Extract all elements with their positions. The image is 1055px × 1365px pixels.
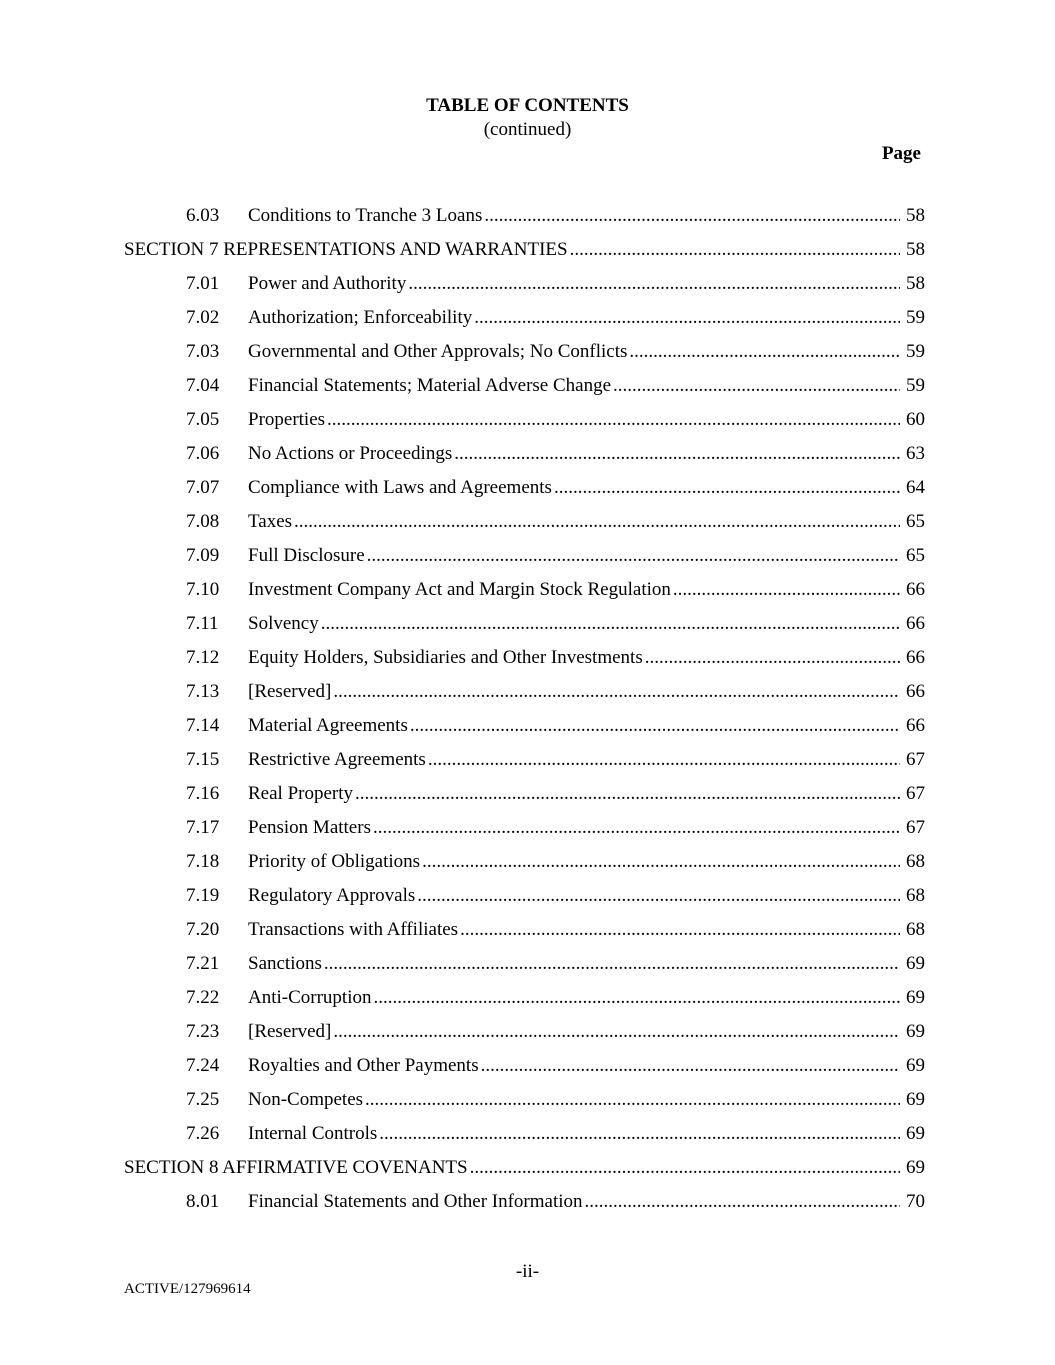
toc-entry-page: 69 <box>906 987 925 1008</box>
footer-document-id: ACTIVE/127969614 <box>124 1281 251 1297</box>
toc-entry[interactable] <box>186 879 925 913</box>
toc-entry-number: 7.16 <box>186 783 220 804</box>
dot-leader <box>333 680 900 704</box>
toc-entry[interactable] <box>186 811 925 845</box>
toc-entry[interactable] <box>186 539 925 573</box>
toc-entry-title: Financial Statements; Material Adverse Change <box>248 375 612 396</box>
dot-leader <box>373 816 900 840</box>
toc-entry-page: 66 <box>906 647 925 668</box>
toc-entry-number: 7.02 <box>186 307 220 328</box>
toc-entry-page: 58 <box>906 205 925 226</box>
page-column-label: Page <box>881 143 921 164</box>
toc-entry-title: SECTION 8 AFFIRMATIVE COVENANTS <box>124 1157 468 1178</box>
toc-entry[interactable] <box>186 471 925 505</box>
dot-leader <box>673 578 900 602</box>
dot-leader <box>410 714 900 738</box>
toc-entry-number: 7.24 <box>186 1055 220 1076</box>
toc-entry-number: 7.06 <box>186 443 220 464</box>
toc-entry-number: 7.14 <box>186 715 220 736</box>
dot-leader <box>333 1020 900 1044</box>
toc-entry-title: Compliance with Laws and Agreements <box>248 477 552 498</box>
toc-entry-title: Priority of Obligations <box>248 851 421 872</box>
toc-entry-title: Transactions with Affiliates <box>248 919 459 940</box>
toc-entry-number: 7.11 <box>186 613 219 634</box>
toc-entry-page: 65 <box>906 545 925 566</box>
dot-leader <box>374 986 901 1010</box>
dot-leader <box>460 918 900 942</box>
toc-entry-title: Full Disclosure <box>248 545 365 566</box>
dot-leader <box>355 782 900 806</box>
toc-entry-number: 7.25 <box>186 1089 220 1110</box>
toc-entry-page: 67 <box>906 817 925 838</box>
toc-entry-title: Royalties and Other Payments <box>248 1055 479 1076</box>
toc-entry-title: Non-Competes <box>248 1089 364 1110</box>
toc-entry-page: 63 <box>906 443 925 464</box>
toc-entry-page: 66 <box>906 715 925 736</box>
toc-entry-title: Restrictive Agreements <box>248 749 426 770</box>
toc-entry-title: Material Agreements <box>248 715 408 736</box>
dot-leader <box>365 1088 900 1112</box>
toc-entry-page: 59 <box>906 341 925 362</box>
toc-entry-title: Real Property <box>248 783 354 804</box>
toc-entry-number: 7.08 <box>186 511 220 532</box>
toc-entry-title: Pension Matters <box>248 817 371 838</box>
dot-leader <box>321 612 900 636</box>
toc-entry[interactable] <box>186 573 925 607</box>
dot-leader <box>454 442 900 466</box>
dot-leader <box>428 748 900 772</box>
dot-leader <box>484 204 900 228</box>
toc-entry-number: 7.19 <box>186 885 220 906</box>
dot-leader <box>422 850 900 874</box>
toc-entry-number: 7.10 <box>186 579 220 600</box>
toc-entry-number: 7.21 <box>186 953 220 974</box>
toc-entry[interactable] <box>186 743 925 777</box>
toc-entry[interactable] <box>186 1185 925 1219</box>
dot-leader <box>417 884 900 908</box>
toc-entry-page: 67 <box>906 749 925 770</box>
dot-leader <box>294 510 900 534</box>
toc-entry-number: 7.12 <box>186 647 220 668</box>
toc-entry[interactable] <box>186 267 925 301</box>
toc-entry[interactable] <box>186 777 925 811</box>
page-subtitle: (continued) <box>483 119 572 140</box>
toc-section-entry[interactable] <box>124 233 925 267</box>
dot-leader <box>570 238 900 262</box>
toc-entry-page: 69 <box>906 953 925 974</box>
toc-entry-title: Properties <box>248 409 326 430</box>
toc-entry-page: 66 <box>906 681 925 702</box>
toc-entry-number: 7.03 <box>186 341 220 362</box>
toc-entry-number: 7.07 <box>186 477 220 498</box>
toc-entry-page: 68 <box>906 851 925 872</box>
toc-entry-title: Power and Authority <box>248 273 407 294</box>
toc-entry-number: 7.15 <box>186 749 220 770</box>
toc-entry-number: 7.04 <box>186 375 220 396</box>
toc-entry-number: 7.23 <box>186 1021 220 1042</box>
toc-entry-number: 8.01 <box>186 1191 220 1212</box>
toc-entry-page: 66 <box>906 579 925 600</box>
toc-entry-title: Financial Statements and Other Information <box>248 1191 583 1212</box>
toc-entry[interactable] <box>186 641 925 675</box>
toc-entry-title: Sanctions <box>248 953 322 974</box>
dot-leader <box>613 374 900 398</box>
toc-entry-page: 60 <box>906 409 925 430</box>
toc-entry-page: 69 <box>906 1157 925 1178</box>
toc-section-entry[interactable] <box>124 1151 925 1185</box>
toc-entry[interactable] <box>186 369 925 403</box>
toc-entry-page: 67 <box>906 783 925 804</box>
toc-entry-page: 68 <box>906 919 925 940</box>
toc-entry[interactable] <box>186 301 925 335</box>
toc-entry-page: 59 <box>906 307 925 328</box>
toc-entry-number: 7.09 <box>186 545 220 566</box>
toc-entry-page: 69 <box>906 1021 925 1042</box>
toc-entry-page: 58 <box>906 239 925 260</box>
dot-leader <box>629 340 900 364</box>
toc-entry-title: Anti-Corruption <box>248 987 372 1008</box>
toc-entry-title: Conditions to Tranche 3 Loans <box>248 205 483 226</box>
toc-entry-title: Authorization; Enforceability <box>248 307 473 328</box>
dot-leader <box>645 646 900 670</box>
footer-page-number: -ii- <box>515 1261 540 1282</box>
toc-entry-page: 70 <box>906 1191 925 1212</box>
dot-leader <box>474 306 900 330</box>
toc-entry-title: Investment Company Act and Margin Stock Regulation <box>248 579 671 600</box>
toc-entry-title: [Reserved] <box>248 681 332 702</box>
toc-entry-number: 7.17 <box>186 817 220 838</box>
toc-entry-number: 7.05 <box>186 409 220 430</box>
toc-entry-page: 64 <box>906 477 925 498</box>
toc-entry[interactable] <box>186 845 925 879</box>
toc-entry[interactable] <box>186 335 925 369</box>
toc-entry-number: 7.20 <box>186 919 220 940</box>
dot-leader <box>470 1156 900 1180</box>
toc-entry[interactable] <box>186 947 925 981</box>
toc-entry-page: 69 <box>906 1123 925 1144</box>
toc-entry-number: 7.13 <box>186 681 220 702</box>
toc-entry-title: Solvency <box>248 613 319 634</box>
toc-entry-number: 6.03 <box>186 205 220 226</box>
toc-entry-page: 69 <box>906 1089 925 1110</box>
dot-leader <box>481 1054 900 1078</box>
toc-entry[interactable] <box>186 505 925 539</box>
dot-leader <box>367 544 900 568</box>
toc-entry-page: 68 <box>906 885 925 906</box>
toc-entry[interactable] <box>186 1015 925 1049</box>
toc-entry-number: 7.22 <box>186 987 220 1008</box>
page-title: TABLE OF CONTENTS <box>426 95 629 116</box>
toc-entry-title: Regulatory Approvals <box>248 885 416 906</box>
toc-entry-page: 69 <box>906 1055 925 1076</box>
toc-entry-title: [Reserved] <box>248 1021 332 1042</box>
dot-leader <box>324 952 900 976</box>
toc-entry[interactable] <box>186 1117 925 1151</box>
toc-entry-page: 66 <box>906 613 925 634</box>
toc-entry-number: 7.26 <box>186 1123 220 1144</box>
toc-entry-title: Internal Controls <box>248 1123 378 1144</box>
toc-entry-title: SECTION 7 REPRESENTATIONS AND WARRANTIES <box>124 239 568 260</box>
toc-entry-title: Equity Holders, Subsidiaries and Other Investments <box>248 647 643 668</box>
toc-entry-title: Taxes <box>248 511 293 532</box>
toc-entry[interactable] <box>186 403 925 437</box>
toc-entry-number: 7.01 <box>186 273 220 294</box>
dot-leader <box>408 272 900 296</box>
toc-entry-page: 65 <box>906 511 925 532</box>
toc-entry[interactable] <box>186 981 925 1015</box>
dot-leader <box>379 1122 900 1146</box>
toc-entry[interactable] <box>186 1083 925 1117</box>
dot-leader <box>327 408 900 432</box>
toc-entry[interactable] <box>186 607 925 641</box>
toc-entry-title: No Actions or Proceedings <box>248 443 453 464</box>
dot-leader <box>554 476 900 500</box>
toc-entry[interactable] <box>186 675 925 709</box>
toc-entry[interactable] <box>186 913 925 947</box>
toc-entry[interactable] <box>186 437 925 471</box>
toc-entry-page: 58 <box>906 273 925 294</box>
dot-leader <box>585 1190 900 1214</box>
toc-entry-page: 59 <box>906 375 925 396</box>
toc-entry-title: Governmental and Other Approvals; No Conflicts <box>248 341 628 362</box>
toc-entry-number: 7.18 <box>186 851 220 872</box>
toc-entry[interactable] <box>186 709 925 743</box>
toc-entry[interactable] <box>186 199 925 233</box>
toc-entry[interactable] <box>186 1049 925 1083</box>
